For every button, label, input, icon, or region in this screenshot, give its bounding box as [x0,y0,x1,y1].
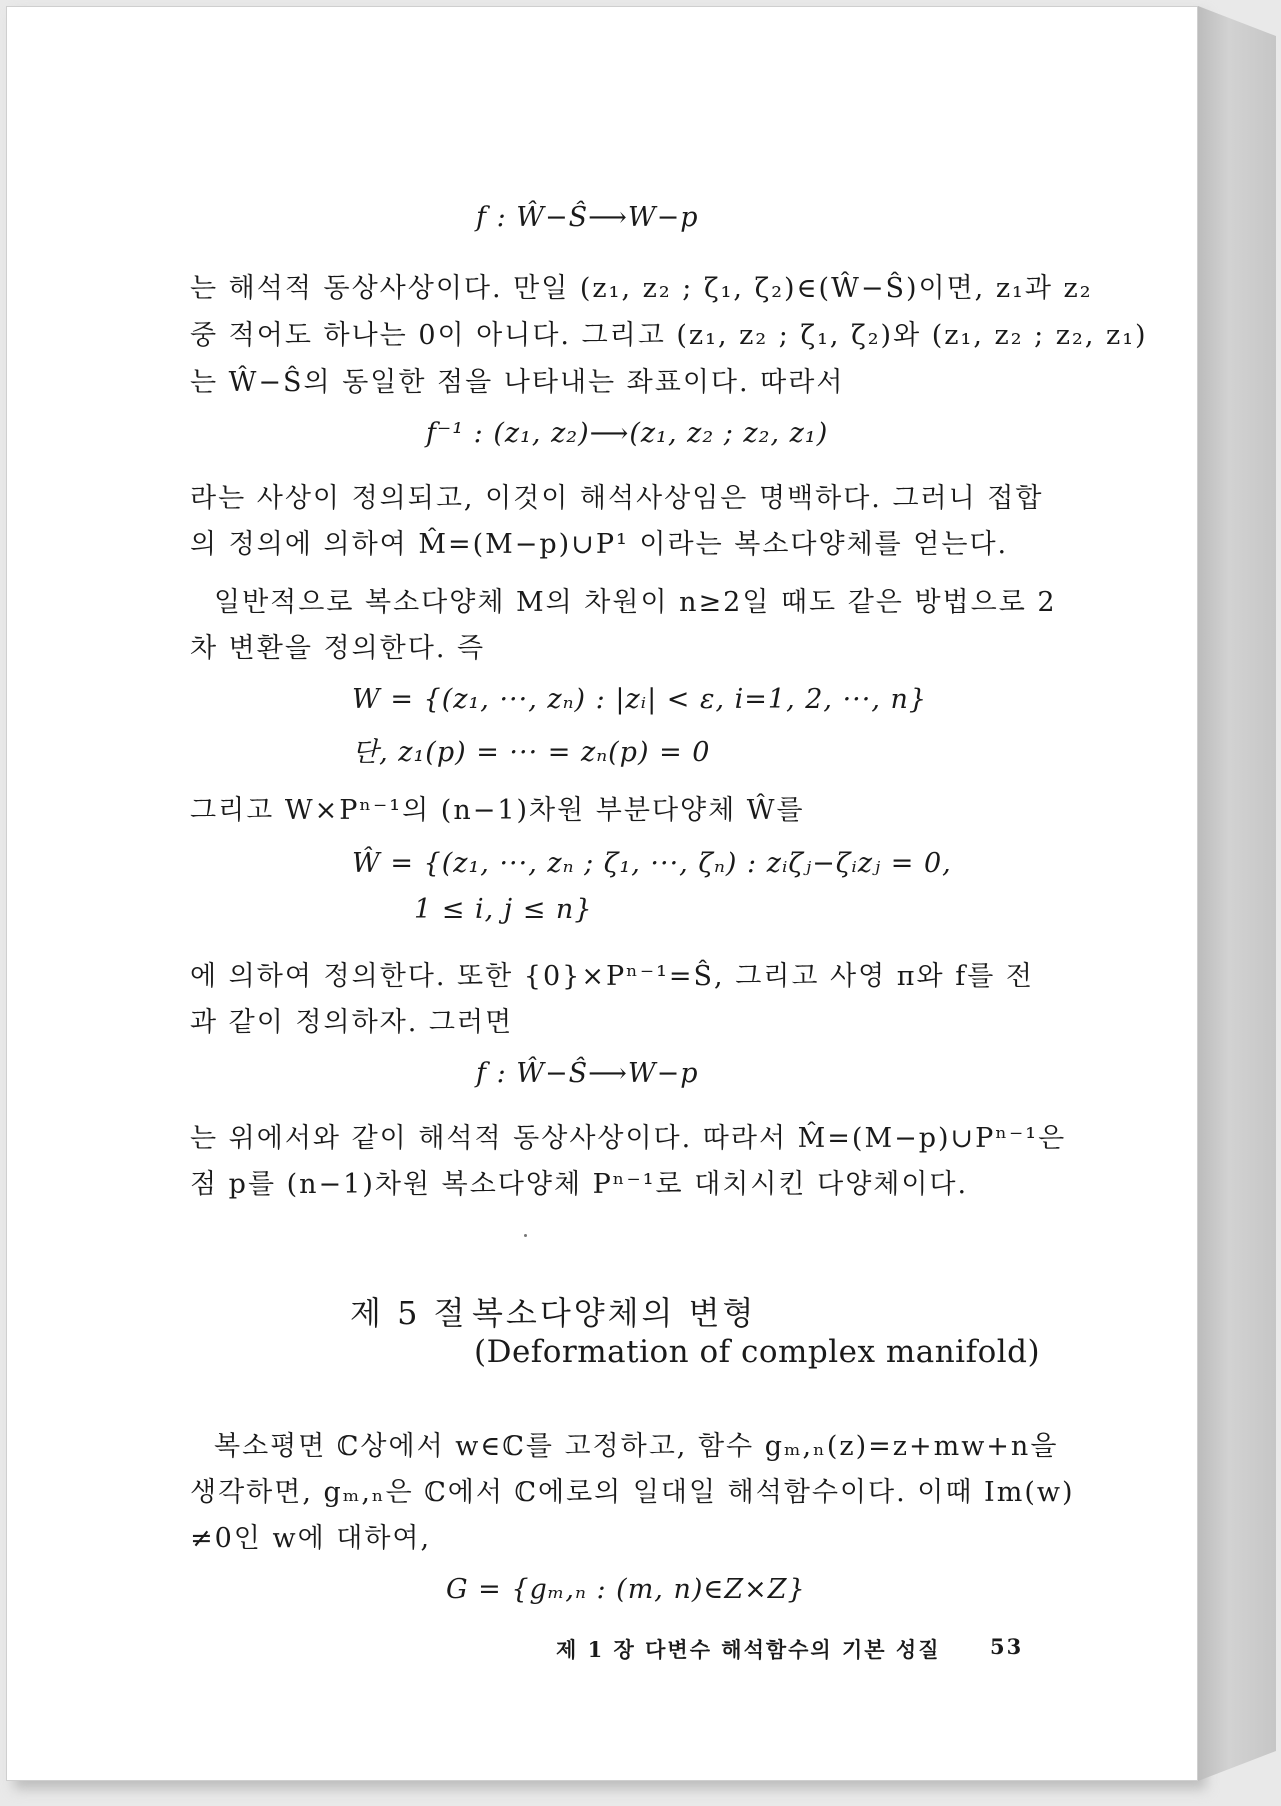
equation-w-definition: W = {(z₁, ···, zₙ) : |zᵢ| < ε, i=1, 2, ···, n} [352,684,928,715]
text-line: 점 p를 (n−1)차원 복소다양체 Pⁿ⁻¹로 대치시킨 다양체이다. [190,1169,969,1200]
text-line: 일반적으로 복소다양체 M의 차원이 n≥2일 때도 같은 방법으로 2 [214,587,1057,618]
section-title-english: (Deformation of complex manifold) [474,1334,1041,1370]
text-line: 차 변환을 정의한다. 즉 [190,633,486,664]
section-title-korean: 복소다양체의 변형 [472,1294,757,1332]
text-line: 는 위에서와 같이 해석적 동상사상이다. 따라서 M̂=(M−p)∪Pⁿ⁻¹은 [190,1123,1067,1154]
text-line: 는 Ŵ−Ŝ의 동일한 점을 나타내는 좌표이다. 따라서 [190,367,845,398]
text-line: ≠0인 w에 대하여, [190,1523,432,1554]
text-line: 생각하면, gₘ,ₙ은 ℂ에서 ℂ에로의 일대일 해석함수이다. 이때 Im(w) [190,1477,1075,1508]
equation-f-map-2: f : Ŵ−Ŝ⟶W−p [476,1058,699,1089]
equation-w-hat-2: 1 ≤ i, j ≤ n} [414,894,593,925]
equation-f-map: f : Ŵ−Ŝ⟶W−p [476,202,699,233]
section-number: 제 5 절 [350,1294,468,1332]
running-footer-chapter: 제 1 장 다변수 해석함수의 기본 성질 [556,1637,941,1662]
page-stack-edge [1198,6,1276,1781]
page-number: 53 [990,1634,1024,1659]
text-line: 중 적어도 하나는 0이 아니다. 그리고 (z₁, z₂ ; ζ₁, ζ₂)와 (z₁, z₂ ; z₂, z₁) [190,320,1148,351]
equation-w-hat-1: Ŵ = {(z₁, ···, zₙ ; ζ₁, ···, ζₙ) : zᵢζⱼ−ζᵢzⱼ = 0, [352,848,952,879]
text-line: 복소평면 ℂ상에서 w∈ℂ를 고정하고, 함수 gₘ,ₙ(z)=z+mw+n을 [214,1431,1059,1462]
text-line: 의 정의에 의하여 M̂=(M−p)∪P¹ 이라는 복소다양체를 얻는다. [190,529,1009,560]
text-line: 과 같이 정의하자. 그러면 [190,1007,514,1038]
equation-group-g: G = {gₘ,ₙ : (m, n)∈Z×Z} [446,1574,806,1605]
text-line: 라는 사상이 정의되고, 이것이 해석사상임은 명백하다. 그러니 접합 [190,483,1044,514]
print-speck [524,1234,527,1237]
text-line: 는 해석적 동상사상이다. 만일 (z₁, z₂ ; ζ₁, ζ₂)∈(Ŵ−Ŝ)이면, z₁과 z₂ [190,273,1093,304]
equation-f-inverse: f⁻¹ : (z₁, z₂)⟶(z₁, z₂ ; z₂, z₁) [426,418,829,449]
text-line: 에 의하여 정의한다. 또한 {0}×Pⁿ⁻¹=Ŝ, 그리고 사영 π와 f를 전 [190,961,1034,992]
text-line: 그리고 W×Pⁿ⁻¹의 (n−1)차원 부분다양체 Ŵ를 [190,795,805,826]
equation-w-condition: 단, z₁(p) = ··· = zₙ(p) = 0 [352,737,711,768]
